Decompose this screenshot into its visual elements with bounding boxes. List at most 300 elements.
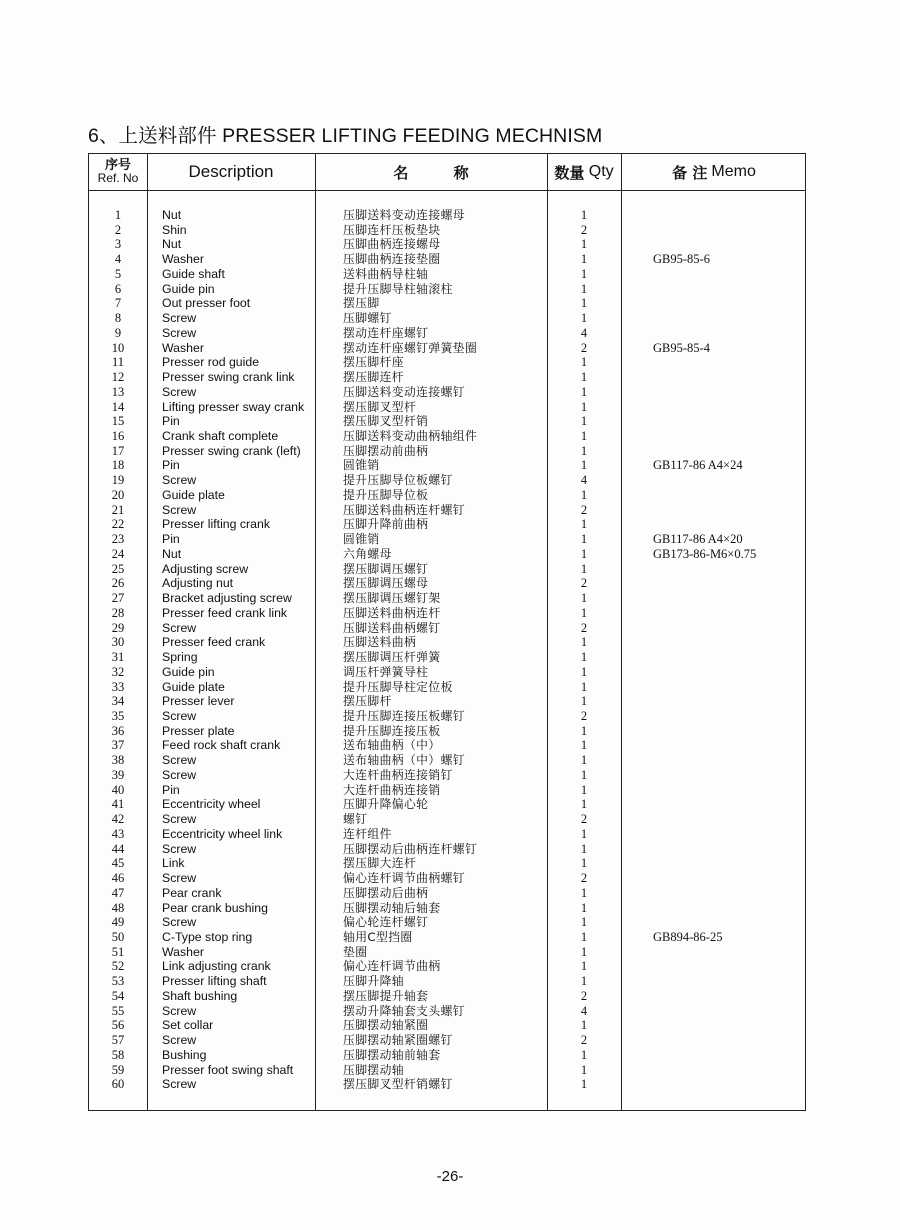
name-cell: 调压杆弹簧导柱 xyxy=(343,664,429,679)
header-divider xyxy=(89,190,805,191)
qty-cell: 1 xyxy=(580,679,588,694)
ref-no-cell: 21 xyxy=(111,502,125,517)
table-row xyxy=(89,812,805,827)
parts-table xyxy=(88,153,806,1111)
name-cell: 垫圈 xyxy=(343,944,368,959)
description-cell: Pin xyxy=(162,782,180,797)
qty-cell: 1 xyxy=(580,856,588,871)
name-cell: 连杆组件 xyxy=(343,826,392,841)
description-cell: Presser foot swing shaft xyxy=(162,1062,294,1077)
ref-no-cell: 8 xyxy=(114,311,122,326)
qty-cell: 1 xyxy=(580,1018,588,1033)
table-row xyxy=(89,650,805,665)
description-cell: Presser plate xyxy=(162,723,235,738)
description-cell: Eccentricity wheel xyxy=(162,797,261,812)
description-cell: Adjusting screw xyxy=(162,561,249,576)
name-cell: 压脚送料变动连接螺母 xyxy=(343,208,465,222)
header-ref-en: Ref. No xyxy=(97,171,139,185)
table-row xyxy=(89,252,805,267)
table-row xyxy=(89,989,805,1004)
description-cell: Screw xyxy=(162,384,197,399)
name-cell: 轴用C型挡圈 xyxy=(343,929,413,944)
ref-no-cell: 58 xyxy=(111,1047,125,1062)
qty-cell: 2 xyxy=(580,1033,588,1048)
ref-no-cell: 42 xyxy=(111,812,125,827)
ref-no-cell: 16 xyxy=(111,429,125,444)
qty-cell: 1 xyxy=(580,1062,588,1077)
qty-cell: 1 xyxy=(580,429,588,444)
table-row xyxy=(89,783,805,798)
description-cell: Guide plate xyxy=(162,487,225,502)
table-row xyxy=(89,517,805,532)
qty-cell: 4 xyxy=(580,1003,588,1018)
name-cell: 摆压脚调压杆弹簧 xyxy=(343,650,441,665)
ref-no-cell: 34 xyxy=(111,694,125,709)
qty-cell: 1 xyxy=(580,266,588,281)
qty-cell: 1 xyxy=(580,1047,588,1062)
name-cell: 摆动连杆座螺钉 xyxy=(343,325,429,340)
description-cell: Screw xyxy=(162,502,197,517)
table-row xyxy=(89,414,805,429)
table-row xyxy=(89,768,805,783)
section-title-en: PRESSER LIFTING FEEDING MECHNISM xyxy=(222,125,603,147)
qty-cell: 1 xyxy=(580,384,588,399)
ref-no-cell: 10 xyxy=(111,340,125,355)
table-row xyxy=(89,576,805,591)
name-cell: 压脚送料曲柄连杆螺钉 xyxy=(343,502,465,517)
table-row xyxy=(89,738,805,753)
table-row xyxy=(89,680,805,695)
qty-cell: 1 xyxy=(580,753,588,768)
header-memo-en: Memo xyxy=(711,163,756,180)
table-row xyxy=(89,621,805,636)
ref-no-cell: 15 xyxy=(111,414,125,429)
name-cell: 摆压脚叉型杆销螺钉 xyxy=(343,1077,453,1092)
qty-cell: 1 xyxy=(580,458,588,473)
memo-cell: GB95-85-6 xyxy=(653,252,710,267)
description-cell: Screw xyxy=(162,871,197,886)
qty-cell: 4 xyxy=(580,325,588,340)
table-row xyxy=(89,1048,805,1063)
qty-cell: 2 xyxy=(580,222,588,237)
description-cell: Screw xyxy=(162,325,197,340)
ref-no-cell: 55 xyxy=(111,1003,125,1018)
name-cell: 送料曲柄导柱轴 xyxy=(343,266,429,281)
name-cell: 摆压脚叉型杆 xyxy=(343,399,417,414)
table-row xyxy=(89,665,805,680)
name-cell: 压脚送料曲柄连杆 xyxy=(343,605,441,620)
memo-cell: GB95-85-4 xyxy=(653,340,710,355)
description-cell: Bracket adjusting screw xyxy=(162,591,292,606)
name-cell: 送布轴曲柄（中） xyxy=(343,738,441,753)
ref-no-cell: 49 xyxy=(111,915,125,930)
ref-no-cell: 51 xyxy=(111,944,125,959)
table-row xyxy=(89,237,805,252)
description-cell: Feed rock shaft crank xyxy=(162,738,281,753)
description-cell: Screw xyxy=(162,473,197,488)
qty-cell: 1 xyxy=(580,723,588,738)
description-cell: Screw xyxy=(162,753,197,768)
name-cell: 摆压脚大连杆 xyxy=(343,856,417,871)
qty-cell: 1 xyxy=(580,370,588,385)
table-row xyxy=(89,1063,805,1078)
table-row xyxy=(89,355,805,370)
ref-no-cell: 39 xyxy=(111,767,125,782)
qty-cell: 1 xyxy=(580,959,588,974)
qty-cell: 1 xyxy=(580,311,588,326)
description-cell: Lifting presser sway crank xyxy=(162,399,305,414)
ref-no-cell: 12 xyxy=(111,370,125,385)
memo-cell: GB117-86 A4×20 xyxy=(653,532,743,547)
table-row xyxy=(89,562,805,577)
description-cell: Screw xyxy=(162,1033,197,1048)
description-cell: Link adjusting crank xyxy=(162,959,271,974)
table-row xyxy=(89,326,805,341)
name-cell: 提升压脚连接压板 xyxy=(343,723,441,738)
description-cell: Pear crank xyxy=(162,885,222,900)
ref-no-cell: 27 xyxy=(111,591,125,606)
description-cell: Guide pin xyxy=(162,281,215,296)
name-cell: 压脚曲柄连接垫圈 xyxy=(343,252,441,267)
name-cell: 压脚升降偏心轮 xyxy=(343,797,429,812)
qty-cell: 1 xyxy=(580,826,588,841)
table-row xyxy=(89,753,805,768)
description-cell: Presser feed crank xyxy=(162,635,266,650)
description-cell: Spring xyxy=(162,650,198,665)
ref-no-cell: 29 xyxy=(111,620,125,635)
description-cell: Pear crank bushing xyxy=(162,900,268,915)
name-cell: 压脚升降轴 xyxy=(343,974,404,989)
name-cell: 摆压脚 xyxy=(343,296,380,311)
name-cell: 螺钉 xyxy=(343,812,368,827)
name-cell: 压脚送料变动连接螺钉 xyxy=(343,384,465,399)
ref-no-cell: 20 xyxy=(111,487,125,502)
table-row xyxy=(89,901,805,916)
table-row xyxy=(89,341,805,356)
table-row xyxy=(89,296,805,311)
qty-cell: 1 xyxy=(580,591,588,606)
description-cell: Guide plate xyxy=(162,679,225,694)
description-cell: Link xyxy=(162,856,185,871)
qty-cell: 1 xyxy=(580,414,588,429)
name-cell: 压脚摆动轴前轴套 xyxy=(343,1047,441,1062)
table-row xyxy=(89,1004,805,1019)
table-row xyxy=(89,532,805,547)
qty-cell: 1 xyxy=(580,252,588,267)
table-row xyxy=(89,458,805,473)
table-row xyxy=(89,370,805,385)
ref-no-cell: 31 xyxy=(111,650,125,665)
ref-no-cell: 45 xyxy=(111,856,125,871)
name-cell: 六角螺母 xyxy=(343,546,392,561)
qty-cell: 1 xyxy=(580,782,588,797)
ref-no-cell: 9 xyxy=(114,325,122,340)
description-cell: Guide pin xyxy=(162,664,215,679)
description-cell: Shin xyxy=(162,222,187,237)
table-row xyxy=(89,724,805,739)
description-cell: Bushing xyxy=(162,1047,207,1062)
name-cell: 偏心连杆调节曲柄 xyxy=(343,959,441,974)
ref-no-cell: 46 xyxy=(111,871,125,886)
name-cell: 压脚摆动轴 xyxy=(343,1062,404,1077)
memo-cell: GB117-86 A4×24 xyxy=(653,458,743,473)
table-row xyxy=(89,444,805,459)
description-cell: Out presser foot xyxy=(162,296,251,311)
name-cell: 圆锥销 xyxy=(343,458,380,473)
name-cell: 摆压脚调压螺钉 xyxy=(343,561,429,576)
header-ref-no xyxy=(89,154,147,190)
description-cell: Pin xyxy=(162,414,180,429)
table-row xyxy=(89,886,805,901)
table-row xyxy=(89,429,805,444)
description-cell: Pin xyxy=(162,532,180,547)
ref-no-cell: 22 xyxy=(111,517,125,532)
name-cell: 压脚摆动轴紧圈 xyxy=(343,1018,429,1033)
ref-no-cell: 47 xyxy=(111,885,125,900)
ref-no-cell: 17 xyxy=(111,443,125,458)
table-row xyxy=(89,267,805,282)
ref-no-cell: 52 xyxy=(111,959,125,974)
table-row xyxy=(89,871,805,886)
description-cell: Guide shaft xyxy=(162,266,225,281)
memo-cell: GB894-86-25 xyxy=(653,929,723,944)
ref-no-cell: 43 xyxy=(111,826,125,841)
ref-no-cell: 33 xyxy=(111,679,125,694)
table-row xyxy=(89,930,805,945)
qty-cell: 2 xyxy=(580,988,588,1003)
qty-cell: 1 xyxy=(580,841,588,856)
table-row xyxy=(89,488,805,503)
table-row xyxy=(89,1077,805,1092)
ref-no-cell: 5 xyxy=(114,266,122,281)
qty-cell: 1 xyxy=(580,797,588,812)
description-cell: Presser swing crank link xyxy=(162,370,295,385)
ref-no-cell: 54 xyxy=(111,988,125,1003)
table-row xyxy=(89,945,805,960)
qty-cell: 1 xyxy=(580,561,588,576)
qty-cell: 1 xyxy=(580,605,588,620)
name-cell: 提升压脚导位板 xyxy=(343,487,429,502)
ref-no-cell: 44 xyxy=(111,841,125,856)
header-qty xyxy=(547,154,621,190)
qty-cell: 1 xyxy=(580,650,588,665)
description-cell: Crank shaft complete xyxy=(162,429,279,444)
ref-no-cell: 60 xyxy=(111,1077,125,1092)
description-cell: Screw xyxy=(162,708,197,723)
table-row xyxy=(89,591,805,606)
table-row xyxy=(89,694,805,709)
qty-cell: 1 xyxy=(580,399,588,414)
ref-no-cell: 14 xyxy=(111,399,125,414)
qty-cell: 1 xyxy=(580,974,588,989)
qty-cell: 1 xyxy=(580,296,588,311)
name-cell: 偏心连杆调节曲柄螺钉 xyxy=(343,871,465,886)
description-cell: Presser swing crank (left) xyxy=(162,443,301,458)
ref-no-cell: 53 xyxy=(111,974,125,989)
ref-no-cell: 3 xyxy=(114,237,122,252)
ref-no-cell: 28 xyxy=(111,605,125,620)
description-cell: Eccentricity wheel link xyxy=(162,826,283,841)
header-description: Description xyxy=(188,162,274,181)
name-cell: 压脚送料变动曲柄轴组件 xyxy=(343,429,478,444)
qty-cell: 1 xyxy=(580,532,588,547)
section-number: 6、 xyxy=(88,125,119,147)
ref-no-cell: 2 xyxy=(114,222,122,237)
table-row xyxy=(89,959,805,974)
name-cell: 摆动升降轴套支头螺钉 xyxy=(343,1003,465,1018)
table-row xyxy=(89,1018,805,1033)
section-title xyxy=(88,120,602,148)
name-cell: 压脚螺钉 xyxy=(343,311,392,326)
header-ref-zh: 序号 xyxy=(104,158,131,173)
description-cell: Washer xyxy=(162,252,204,267)
description-cell: Screw xyxy=(162,767,197,782)
qty-cell: 1 xyxy=(580,281,588,296)
table-row xyxy=(89,311,805,326)
qty-cell: 1 xyxy=(580,1077,588,1092)
name-cell: 压脚升降前曲柄 xyxy=(343,517,429,532)
description-cell: Screw xyxy=(162,812,197,827)
description-cell: Washer xyxy=(162,340,204,355)
name-cell: 压脚送料曲柄螺钉 xyxy=(343,620,441,635)
header-qty-zh: 数量 xyxy=(554,163,585,182)
name-cell: 摆压脚叉型杆销 xyxy=(343,414,429,429)
ref-no-cell: 19 xyxy=(111,473,125,488)
header-qty-en: Qty xyxy=(588,163,614,180)
description-cell: Adjusting nut xyxy=(162,576,234,591)
ref-no-cell: 6 xyxy=(114,281,122,296)
ref-no-cell: 50 xyxy=(111,929,125,944)
name-cell: 偏心轮连杆螺钉 xyxy=(343,915,429,930)
name-cell: 提升压脚连接压板螺钉 xyxy=(343,708,465,723)
qty-cell: 2 xyxy=(580,340,588,355)
qty-cell: 1 xyxy=(580,517,588,532)
table-row xyxy=(89,797,805,812)
description-cell: Presser lifting crank xyxy=(162,517,270,532)
description-cell: Screw xyxy=(162,620,197,635)
ref-no-cell: 23 xyxy=(111,532,125,547)
name-cell: 压脚送料曲柄 xyxy=(343,635,417,650)
table-row xyxy=(89,385,805,400)
qty-cell: 1 xyxy=(580,694,588,709)
ref-no-cell: 38 xyxy=(111,753,125,768)
qty-cell: 1 xyxy=(580,767,588,782)
table-row xyxy=(89,503,805,518)
qty-cell: 2 xyxy=(580,812,588,827)
description-cell: Set collar xyxy=(162,1018,214,1033)
description-cell: Nut xyxy=(162,237,182,252)
qty-cell: 1 xyxy=(580,900,588,915)
name-cell: 提升压脚导柱轴滚柱 xyxy=(343,281,453,296)
description-cell: Presser rod guide xyxy=(162,355,260,370)
description-cell: Nut xyxy=(162,208,182,222)
table-row xyxy=(89,400,805,415)
table-row xyxy=(89,473,805,488)
table-row xyxy=(89,223,805,238)
name-cell: 压脚摆动后曲柄 xyxy=(343,885,429,900)
header-name: 名 称 xyxy=(393,163,469,182)
table-row xyxy=(89,856,805,871)
description-cell: Presser lifting shaft xyxy=(162,974,267,989)
name-cell: 大连杆曲柄连接销钉 xyxy=(343,767,453,782)
description-cell: Shaft bushing xyxy=(162,988,238,1003)
qty-cell: 1 xyxy=(580,487,588,502)
name-cell: 摆压脚杆座 xyxy=(343,355,404,370)
name-cell: 摆压脚连杆 xyxy=(343,370,404,385)
name-cell: 摆压脚调压螺钉架 xyxy=(343,591,441,606)
ref-no-cell: 57 xyxy=(111,1033,125,1048)
page-number: -26- xyxy=(436,1168,464,1185)
table-row xyxy=(89,974,805,989)
section-title-zh: 上送料部件 xyxy=(118,125,217,147)
table-body xyxy=(89,208,805,1092)
qty-cell: 2 xyxy=(580,871,588,886)
qty-cell: 1 xyxy=(580,929,588,944)
name-cell: 压脚摆动轴紧圈螺钉 xyxy=(343,1033,453,1048)
name-cell: 摆压脚提升轴套 xyxy=(343,988,429,1003)
ref-no-cell: 59 xyxy=(111,1062,125,1077)
name-cell: 提升压脚导位板螺钉 xyxy=(343,473,453,488)
table-row xyxy=(89,827,805,842)
qty-cell: 2 xyxy=(580,708,588,723)
header-memo xyxy=(621,154,807,190)
table-row xyxy=(89,208,805,223)
table-row xyxy=(89,709,805,724)
qty-cell: 2 xyxy=(580,620,588,635)
header-memo-zh: 备 注 xyxy=(672,163,708,182)
ref-no-cell: 18 xyxy=(111,458,125,473)
name-cell: 大连杆曲柄连接销 xyxy=(343,782,441,797)
description-cell: Nut xyxy=(162,546,182,561)
name-cell: 圆锥销 xyxy=(343,532,380,547)
qty-cell: 1 xyxy=(580,944,588,959)
qty-cell: 1 xyxy=(580,885,588,900)
ref-no-cell: 37 xyxy=(111,738,125,753)
ref-no-cell: 24 xyxy=(111,546,125,561)
memo-cell: GB173-86-M6×0.75 xyxy=(653,546,757,561)
qty-cell: 1 xyxy=(580,443,588,458)
description-cell: Pin xyxy=(162,458,180,473)
qty-cell: 1 xyxy=(580,664,588,679)
description-cell: Presser lever xyxy=(162,694,235,709)
name-cell: 送布轴曲柄（中）螺钉 xyxy=(343,753,465,768)
ref-no-cell: 7 xyxy=(114,296,122,311)
table-row xyxy=(89,915,805,930)
ref-no-cell: 56 xyxy=(111,1018,125,1033)
qty-cell: 1 xyxy=(580,635,588,650)
description-cell: Screw xyxy=(162,1003,197,1018)
qty-cell: 4 xyxy=(580,473,588,488)
ref-no-cell: 1 xyxy=(114,208,122,222)
name-cell: 摆动连杆座螺钉弹簧垫圈 xyxy=(343,340,478,355)
name-cell: 压脚连杆压板垫块 xyxy=(343,222,441,237)
ref-no-cell: 41 xyxy=(111,797,125,812)
name-cell: 压脚曲柄连接螺母 xyxy=(343,237,441,252)
table-row xyxy=(89,1033,805,1048)
name-cell: 摆压脚调压螺母 xyxy=(343,576,429,591)
qty-cell: 1 xyxy=(580,355,588,370)
description-cell: Presser feed crank link xyxy=(162,605,288,620)
name-cell: 压脚摆动前曲柄 xyxy=(343,443,429,458)
ref-no-cell: 48 xyxy=(111,900,125,915)
qty-cell: 1 xyxy=(580,208,588,222)
ref-no-cell: 4 xyxy=(114,252,122,267)
ref-no-cell: 40 xyxy=(111,782,125,797)
table-row xyxy=(89,635,805,650)
description-cell: Screw xyxy=(162,841,197,856)
qty-cell: 2 xyxy=(580,502,588,517)
table-row xyxy=(89,606,805,621)
